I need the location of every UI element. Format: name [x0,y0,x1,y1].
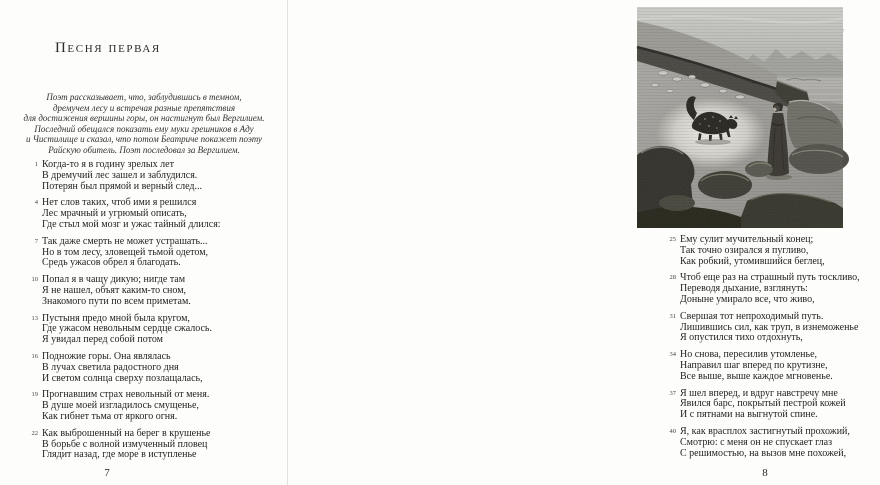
verse-block-left [31,159,272,461]
verse-line: Направил шаг вперед по крутизне, [680,359,828,371]
stanza [34,197,272,230]
verse-line: Доныне умирало все, что живо, [680,293,815,305]
verse-line: Лес мрачный и угрюмый описать, [42,208,187,220]
verse-line: Я шел вперед, и вдруг навстречу мне [680,387,838,399]
verse-line: Попал я в чащу дикую; нигде там [42,274,186,286]
verse-line: Я увидал перед собой потом [42,334,164,346]
verse-line-number: 31 [669,312,676,320]
page-number-right: 8 [762,467,768,479]
stanza [669,425,880,459]
verse-line: Где ужасом невольным сердце сжалось. [42,323,212,335]
verse-line-number: 22 [31,429,38,437]
stanza [669,310,880,344]
argument-line: Райскую обитель. Поэт последовал за Вергилием. [48,144,240,155]
verse-line: С решимостью, на вызов мне похожей, [680,447,847,459]
verse-line-number: 4 [34,199,38,207]
verse-line: Пустыня предо мной была кругом, [42,312,190,324]
stanza [31,389,272,422]
stanza [669,272,880,305]
argument-line: дремучем лесу и встречая разные препятствия [52,102,236,113]
page-left [0,0,287,485]
verse-line: В лучах светила радостного дня [42,361,179,373]
verse-line: Но в том лесу, зловещей тьмой одетом, [42,246,209,258]
page-right [288,0,860,485]
verse-line: Свершая тот непроходимый путь. [680,310,824,322]
stanza [34,235,272,269]
argument-line: для достижения вершины горы, он настигнут был Вергилием. [23,113,265,123]
verse-line: Как выброшенный на берег в крушенье [42,427,211,439]
argument-line: и Чистилище и сказал, что потом Беатриче покажет поэту [25,134,263,144]
verse-line: Чтоб еще раз на страшный путь тоскливо, [680,272,860,284]
stanza [669,234,880,267]
verse-line-number: 13 [31,314,38,322]
verse-line: Нет слов таких, чтоб ими я решился [42,197,197,209]
verse-line: Где стыл мой мозг и ужас тайный длился: [42,218,221,230]
verse-line: В борьбе с волной измученный пловец [42,438,208,450]
verse-line: Переводя дыхание, взглянуть: [680,283,808,295]
stanza [31,274,272,307]
verse-line: В душе моей изгладилось смущенье, [42,400,199,412]
canto-argument [16,92,272,155]
verse-line: Лишившись сил, как труп, в изнеможенье [680,321,859,333]
verse-line-number: 10 [31,276,38,284]
verse-line: И светом солнца сверху позлащалась, [42,372,203,384]
verse-line-number: 16 [31,352,38,360]
verse-line: И с пятнами на выгнутой спине. [680,409,818,421]
stanza [31,350,272,384]
verse-line-number: 37 [669,389,676,397]
verse-line: Подножие горы. Она являлась [42,350,171,362]
verse-line-number: 28 [669,274,676,282]
verse-line: Знакомого пути по всем приметам. [42,295,191,307]
verse-line: Так даже смерть не может устрашать... [42,235,208,247]
verse-line-number: 34 [669,351,676,359]
stanza [31,427,272,461]
verse-line: Потерян был прямой и верный след... [42,180,202,192]
verse-line: Как гибнет тьма от яркого огня. [42,410,178,422]
argument-line: Поэт рассказывает, что, заблудившись в темном, [46,92,242,102]
verse-line-number: 19 [31,391,38,399]
verse-line: Я опустился тихо отдохнуть, [680,332,803,344]
verse-line-number: 25 [669,236,676,243]
verse-line-number: 40 [669,427,676,435]
stanza [669,349,880,382]
stanza [31,312,272,346]
argument-line: Последний обещался показать ему муки грешников в Аду [34,123,254,134]
stanza [34,159,272,192]
verse-line: Когда-то я в годину зрелых лет [42,159,174,170]
engraving-svg [637,7,843,228]
canto-title: Песня первая [55,40,161,56]
verse-line: Я, как врасплох застигнутый прохожий, [680,425,850,437]
verse-block-right [669,234,880,459]
verse-line: Как робкий, утомившийся беглец, [680,255,825,267]
verse-line-number: 1 [34,161,38,168]
verse-line: Все выше, выше каждое мгновенье. [680,370,833,382]
page-number-left: 7 [104,467,110,479]
verse-line: Я не нашел, объят каким-то сном, [42,284,187,296]
verse-line-number: 7 [34,237,38,245]
verse-line: Средь ужасов обрел я благодать. [42,257,181,269]
illustration-dante-panther-engraving [637,7,843,228]
verse-line: Прогнавшим страх невольный от меня. [42,389,210,401]
verse-line: Глядит назад, где море в иступленье [42,449,197,461]
verse-line: В дремучий лес зашел и заблудился. [42,169,198,181]
verse-line: Но снова, пересилив утомленье, [680,349,818,361]
stanza [669,387,880,421]
verse-line: Ему сулит мучительный конец; [680,234,814,245]
verse-line: Явился барс, покрытый пестрой кожей [680,398,846,410]
verse-line: Смотрю: с меня он не спускает глаз [680,436,833,448]
verse-line: Так точно озирался я пугливо, [680,244,809,256]
